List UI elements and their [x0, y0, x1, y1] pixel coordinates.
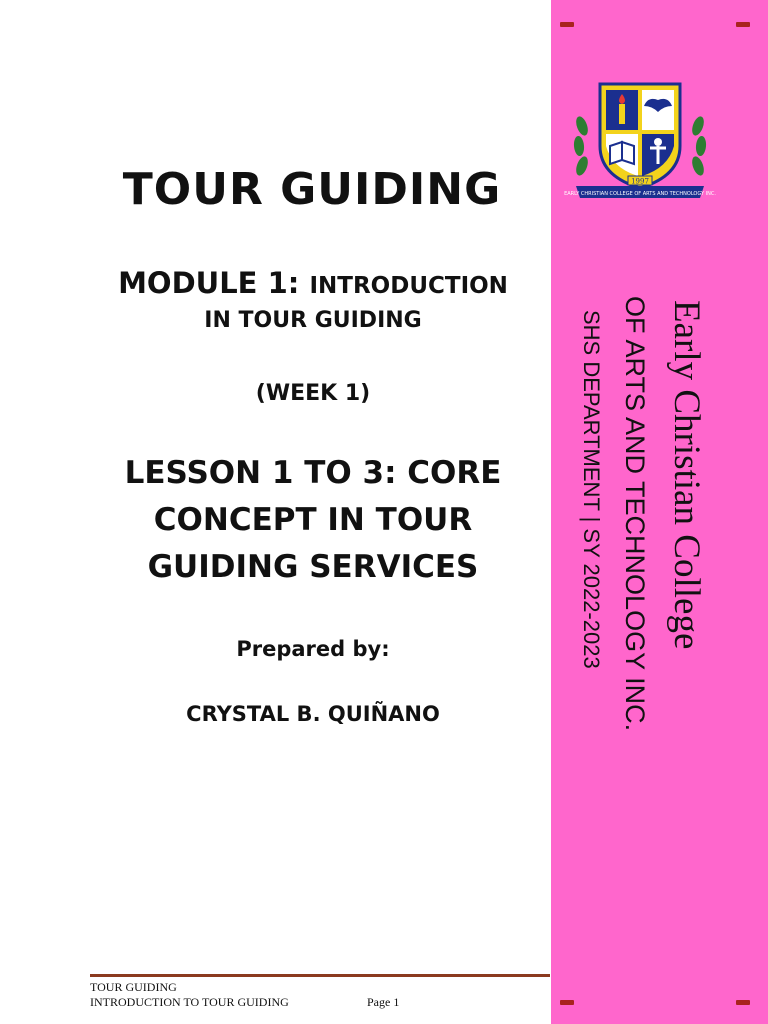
- prepared-by-label: Prepared by:: [236, 637, 390, 661]
- college-seal-logo: [564, 76, 716, 204]
- module-label: MODULE 1:: [118, 266, 300, 300]
- footer-title: TOUR GUIDING: [90, 980, 177, 994]
- seal-banner-text: EARLY CHRISTIAN COLLEGE OF ARTS AND TECHNOLOGY INC.: [564, 191, 716, 197]
- book-icon: [610, 142, 634, 164]
- figure-icon: [654, 138, 662, 146]
- torch-icon: [619, 104, 625, 124]
- department-line: SHS DEPARTMENT | SY 2022-2023: [579, 310, 604, 669]
- lesson-line-2: CONCEPT IN TOUR: [153, 502, 473, 538]
- module-topic-part1: INTRODUCTION: [309, 273, 508, 299]
- corner-mark-bottom-right: [736, 1000, 750, 1005]
- corner-mark-top-left: [560, 22, 574, 27]
- footer-page-number: Page 1: [367, 995, 400, 1009]
- author-name: CRYSTAL B. QUIÑANO: [186, 702, 440, 726]
- lesson-line-1: LESSON 1 TO 3: CORE: [124, 455, 502, 491]
- college-name: Early Christian College: [666, 300, 707, 650]
- lesson-heading: [90, 450, 536, 591]
- lesson-line-3: GUIDING SERVICES: [147, 549, 479, 585]
- footer-subtitle: INTRODUCTION TO TOUR GUIDING: [90, 995, 289, 1009]
- document-title: TOUR GUIDING: [122, 164, 502, 215]
- seal-year: 1997: [631, 177, 649, 186]
- week-label: (WEEK 1): [255, 381, 371, 406]
- module-topic-part2: IN TOUR GUIDING: [204, 308, 422, 333]
- corner-mark-bottom-left: [560, 1000, 574, 1005]
- module-heading: [90, 266, 536, 300]
- footer-rule: [90, 974, 550, 977]
- corner-mark-top-right: [736, 22, 750, 27]
- college-subtitle: OF ARTS AND TECHNOLOGY INC.: [620, 296, 650, 732]
